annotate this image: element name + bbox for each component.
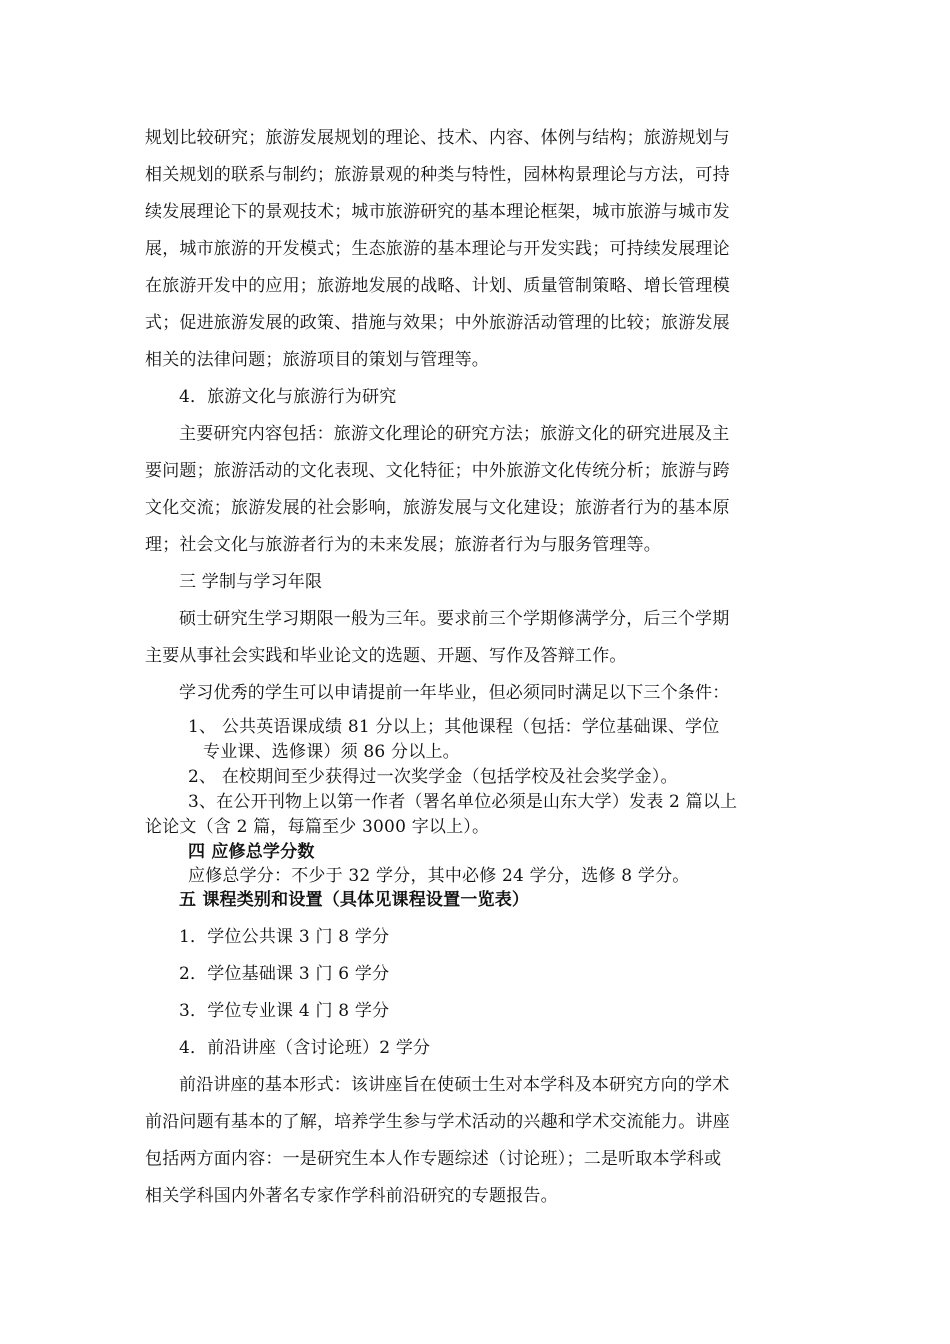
condition-item: 论论文（含 2 篇，每篇至少 3000 字以上）。 xyxy=(145,817,490,837)
paragraph-line: 主要从事社会实践和毕业论文的选题、开题、写作及答辩工作。 xyxy=(145,646,627,666)
paragraph-line: 续发展理论下的景观技术；城市旅游研究的基本理论框架，城市旅游与城市发 xyxy=(145,202,730,222)
paragraph-line: 规划比较研究；旅游发展规划的理论、技术、内容、体例与结构；旅游规划与 xyxy=(145,128,730,148)
course-item: 3．学位专业课 4 门 8 学分 xyxy=(179,1001,390,1021)
condition-item: 2、 在校期间至少获得过一次奖学金（包括学校及社会奖学金）。 xyxy=(188,767,678,787)
paragraph-line: 相关的法律问题；旅游项目的策划与管理等。 xyxy=(145,350,489,370)
course-item: 1．学位公共课 3 门 8 学分 xyxy=(179,927,390,947)
subsection-heading: 4．旅游文化与旅游行为研究 xyxy=(179,387,397,407)
paragraph-line: 展，城市旅游的开发模式；生态旅游的基本理论与开发实践；可持续发展理论 xyxy=(145,239,730,259)
condition-item: 专业课、选修课）须 86 分以上。 xyxy=(203,742,460,762)
course-item: 2．学位基础课 3 门 6 学分 xyxy=(179,964,390,984)
paragraph-line: 要问题；旅游活动的文化表现、文化特征；中外旅游文化传统分析；旅游与跨 xyxy=(145,461,730,481)
section-title: 四 应修总学分数 xyxy=(188,842,315,862)
paragraph-line: 应修总学分：不少于 32 学分，其中必修 24 学分，选修 8 学分。 xyxy=(188,866,690,886)
condition-item: 3、在公开刊物上以第一作者（署名单位必须是山东大学）发表 2 篇以上 xyxy=(188,792,738,812)
paragraph-line: 在旅游开发中的应用；旅游地发展的战略、计划、质量管制策略、增长管理模 xyxy=(145,276,730,296)
paragraph-line: 学习优秀的学生可以申请提前一年毕业，但必须同时满足以下三个条件： xyxy=(179,683,730,703)
paragraph-line: 前沿问题有基本的了解，培养学生参与学术活动的兴趣和学术交流能力。讲座 xyxy=(145,1112,730,1132)
paragraph-line: 包括两方面内容：一是研究生本人作专题综述（讨论班）；二是听取本学科或 xyxy=(145,1149,722,1169)
paragraph-line: 文化交流；旅游发展的社会影响，旅游发展与文化建设；旅游者行为的基本原 xyxy=(145,498,730,518)
section-title: 五 课程类别和设置（具体见课程设置一览表） xyxy=(179,890,530,910)
paragraph-line: 主要研究内容包括：旅游文化理论的研究方法；旅游文化的研究进展及主 xyxy=(179,424,730,444)
course-item: 4．前沿讲座（含讨论班）2 学分 xyxy=(179,1038,431,1058)
paragraph-line: 前沿讲座的基本形式：该讲座旨在使硕士生对本学科及本研究方向的学术 xyxy=(179,1075,730,1095)
section-title: 三 学制与学习年限 xyxy=(179,572,323,592)
paragraph-line: 相关规划的联系与制约；旅游景观的种类与特性，园林构景理论与方法，可持 xyxy=(145,165,730,185)
condition-item: 1、 公共英语课成绩 81 分以上；其他课程（包括：学位基础课、学位 xyxy=(188,717,720,737)
paragraph-line: 硕士研究生学习期限一般为三年。要求前三个学期修满学分，后三个学期 xyxy=(179,609,730,629)
paragraph-line: 式；促进旅游发展的政策、措施与效果；中外旅游活动管理的比较；旅游发展 xyxy=(145,313,730,333)
paragraph-line: 相关学科国内外著名专家作学科前沿研究的专题报告。 xyxy=(145,1186,558,1206)
paragraph-line: 理；社会文化与旅游者行为的未来发展；旅游者行为与服务管理等。 xyxy=(145,535,661,555)
